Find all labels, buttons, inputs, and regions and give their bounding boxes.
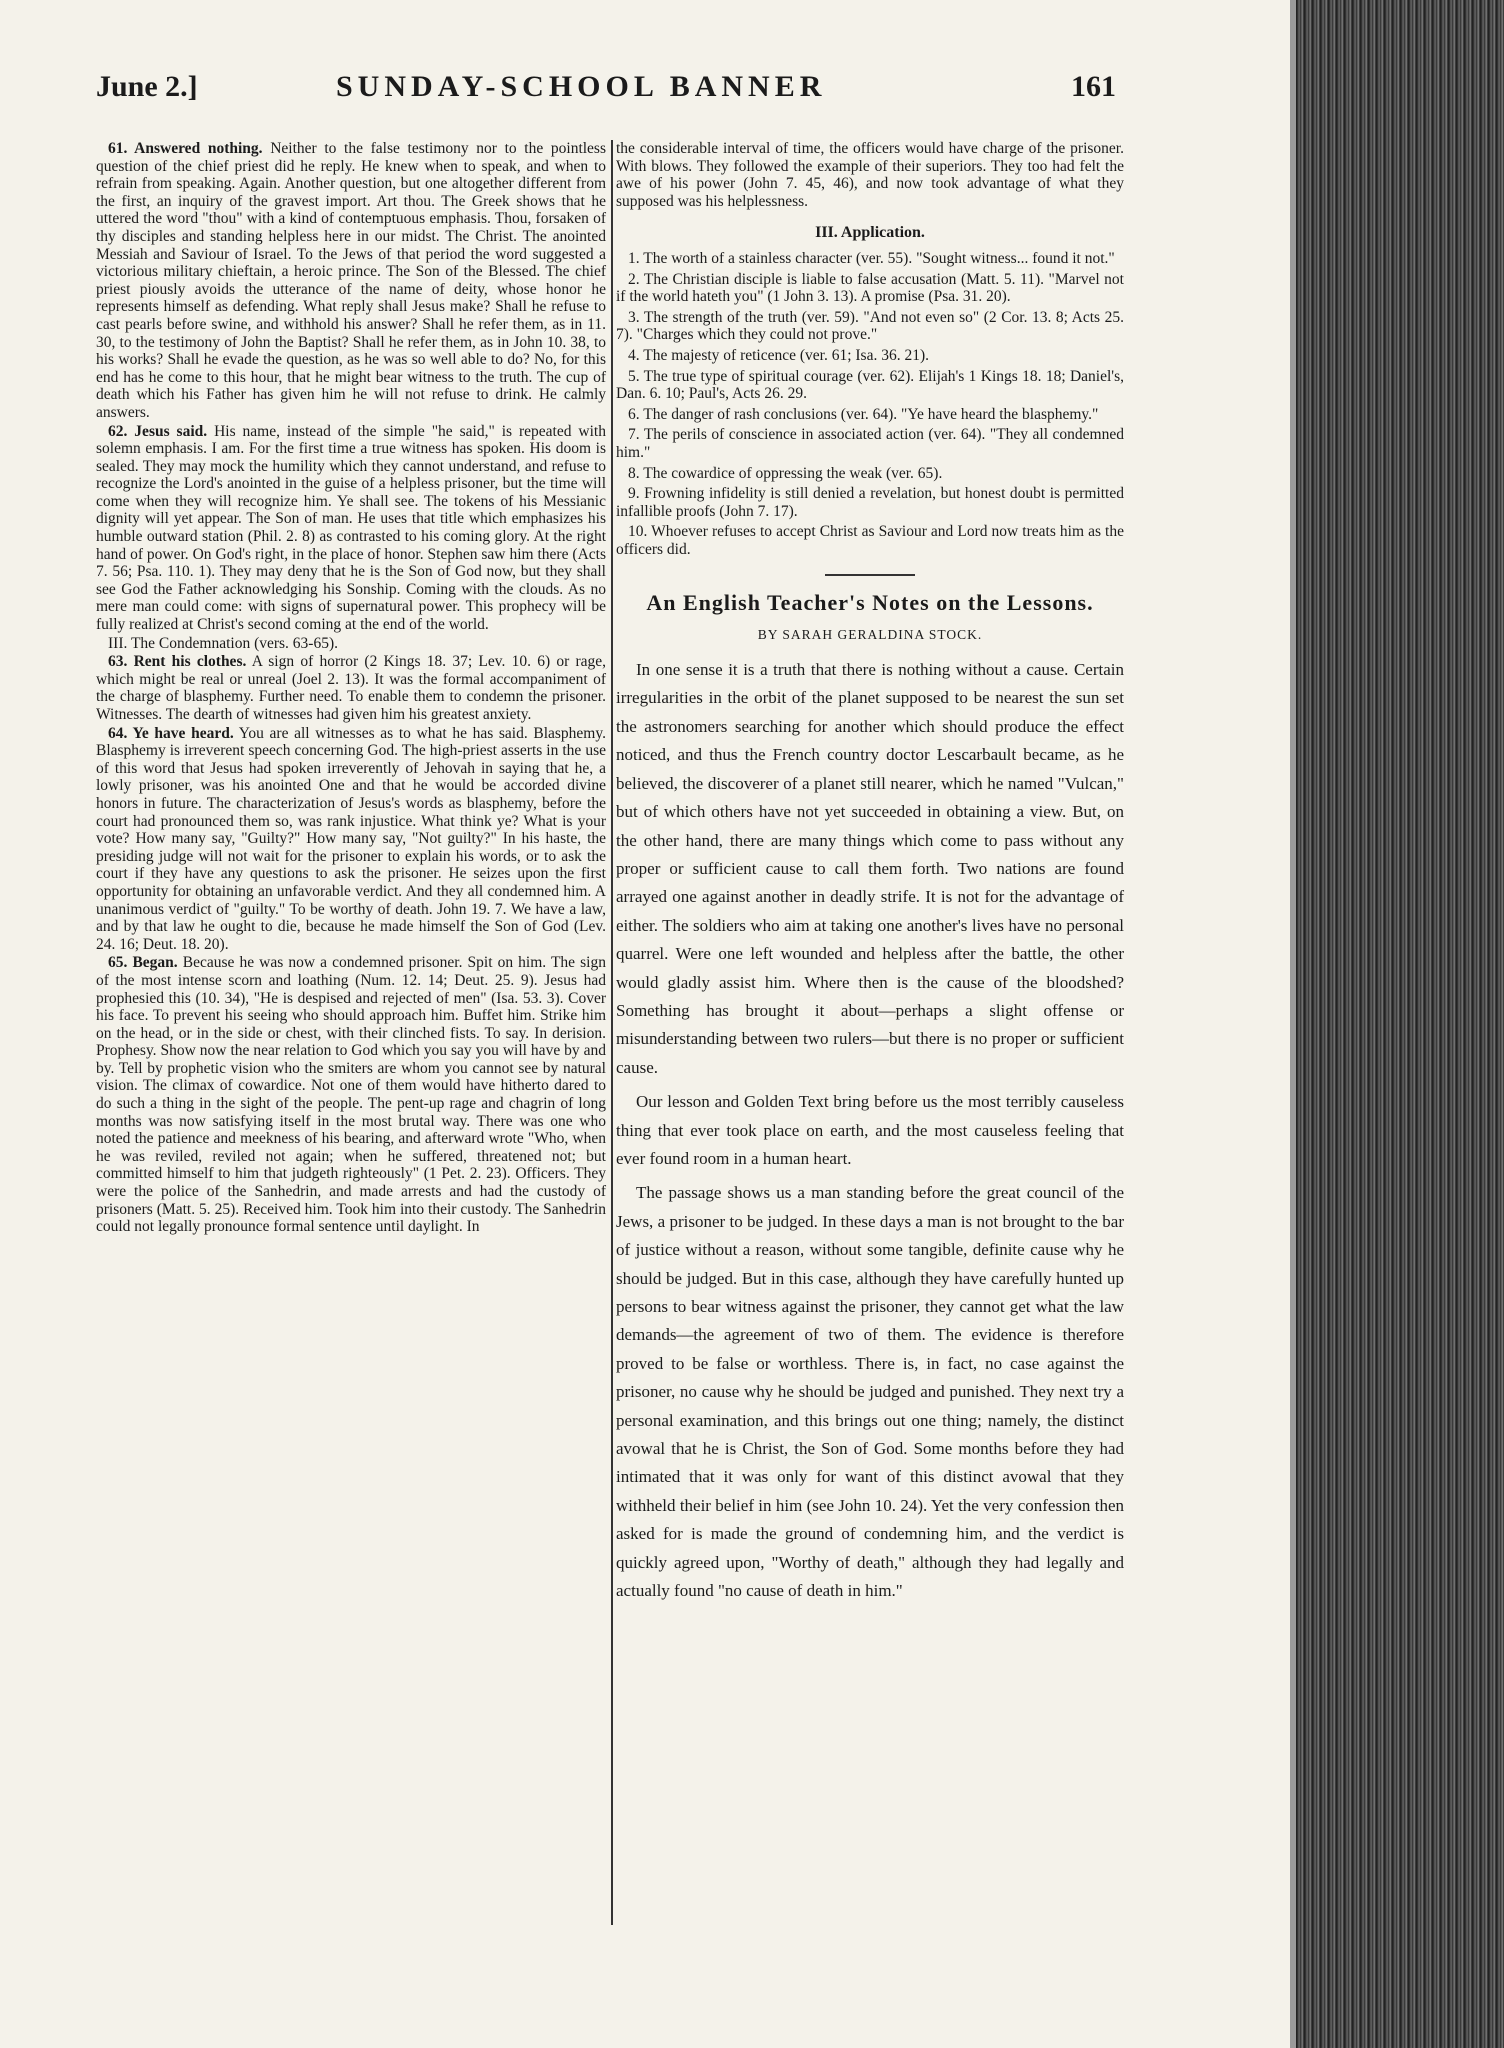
running-header: [96, 66, 1116, 118]
application-item: 7. The perils of conscience in associated action (ver. 64). "They all condemned him.": [616, 426, 1124, 461]
note-63: [96, 653, 606, 723]
application-item: 6. The danger of rash conclusions (ver. 64). "Ye have heard the blasphemy.": [628, 405, 1099, 423]
article-paragraph: Our lesson and Golden Text bring before us the most terribly causeless thing that ever took place on earth, and the most causeless feeling that ever found room in a human heart.: [616, 1092, 1124, 1168]
note-head: 65. Began.: [108, 954, 178, 972]
note-head: 62. Jesus said.: [108, 422, 208, 440]
article-title: An English Teacher's Notes on the Lessons.: [646, 590, 1094, 616]
note-head: 64. Ye have heard.: [108, 724, 234, 742]
application-heading: III. Application.: [815, 224, 925, 242]
note-text: You are all witnesses as to what he has said. Blasphemy. Blasphemy is irreverent speech concerning God. The high-priest asserts in the use of this word that Jesus had spoken irreverently of Jehovah in saying that he, a lowly prisoner, was his anointed One and that he would be accorded divine honors in future. The characterization of Jesus's words as blasphemy, before the court had pronounced them so, was rank injustice. What think ye? What is your vote? How many say, "Guilty?" How many say, "Not guilty?" In his haste, the presiding judge will not wait for the prisoner to explain his words, or to ask the court if they have any questions to ask the prisoner. He seizes upon the first opportunity for obtaining an unfavorable verdict. And they all condemned him. A unanimous verdict of "guilty." To be worthy of death. John 19. 7. We have a law, and by that law he ought to die, because he made himself the Son of God (Lev. 24. 16; Deut. 18. 20).: [96, 724, 606, 953]
header-page-number: 161: [1071, 70, 1116, 103]
note-head: 63. Rent his clothes.: [108, 653, 247, 671]
right-column: [616, 140, 1124, 1611]
note-text: Because he was now a condemned prisoner. Spit on him. The sign of the most intense scorn and loathing (Num. 12. 14; Deut. 25. 9). Jesus had prophesied this (10. 34), "He is despised and rejected of men" (Isa. 53. 3). Cover his face. To prevent his seeing who should approach him. Buffet him. Strike him on the head, or in the side or chest, with their clinched fists. To say. In derision. Prophesy. Show now the near relation to God which you say you will have by and by. Tell by prophetic vision who the smiters are whom you cannot see by natural vision. The climax of cowardice. Not one of them would have hitherto dared to do such a thing in the sight of the people. The pent-up rage and chagrin of long months was now satisfying itself in the most brutal way. There was one who noted the patience and meekness of his bearing, and afterward wrote "Who, when he was reviled, reviled not again; when he suffered, threatened not; but committed himself to him that judgeth righteously" (1 Pet. 2. 23). Officers. They were the police of the Sanhedrin, and made arrests and had the custody of prisoners (Matt. 5. 25). Received him. Took him into their custody. The Sanhedrin could not legally pronounce formal sentence until daylight. In: [96, 954, 606, 1236]
note-64: [96, 725, 606, 954]
application-item: 3. The strength of the truth (ver. 59). "And not even so" (2 Cor. 13. 8; Acts 25. 7). "Charges which they could not prove.": [616, 308, 1124, 344]
application-item: 2. The Christian disciple is liable to false accusation (Matt. 5. 11). "Marvel not if the world hateth you" (1 John 3. 13). A promise (Psa. 31. 20).: [616, 270, 1124, 306]
note-text: Neither to the false testimony nor to the pointless question of the chief priest did he reply. He knew when to speak, and when to refrain from speaking. Again. Another question, but one altogether different from the first, an inquiry of the gravest import. Art thou. The Greek shows that he uttered the word "thou" with a kind of contemptuous emphasis. Thou, forsaken of thy disciples and standing helpless here in our midst. The Christ. The anointed Messiah and Saviour of Israel. To the Jews of that period the word suggested a victorious military chieftain, a heroic prince. The Son of the Blessed. The chief priest piously avoids the utterance of the name of deity, whose honor he represents himself as defending. What reply shall Jesus make? Shall he refuse to cast pearls before swine, and withhold his answer? Shall he refer them, as in 11. 30, to the testimony of John the Baptist? Shall he refer them, as in John 10. 38, to his works? Shall he evade the question, as he was so well able to do? No, for this end has he come to this hour, that he might bear witness to the truth. The cup of death which his Father has given him he will not refuse to drink. He calmly answers.: [96, 140, 606, 421]
left-column: [96, 140, 606, 1237]
note-text: A sign of horror (2 Kings 18. 37; Lev. 10. 6) or rage, which might be real or unreal (Joel 2. 13). It was the formal accompaniment of the charge of blasphemy. Further need. To enable them to condemn the prisoner. Witnesses. The dearth of witnesses had given him his greatest anxiety.: [96, 653, 606, 723]
application-item: 8. The cowardice of oppressing the weak (ver. 65).: [628, 464, 943, 482]
section-condemnation: [96, 635, 606, 653]
application-item: 5. The true type of spiritual courage (ver. 62). Elijah's 1 Kings 18. 18; Daniel's, Dan. 6. 10; Paul's, Acts 26. 29.: [616, 367, 1124, 403]
article-paragraph: The passage shows us a man standing before the great council of the Jews, a prisoner to be judged. In these days a man is not brought to the bar of justice without a reason, without some tangible, definite cause why he should be judged. But in this case, although they have carefully hunted up persons to bear witness against the prisoner, they cannot get what the law demands—the agreement of two of them. The evidence is therefore proved to be false or worthless. There is, in fact, no case against the prisoner, no cause why he should be judged and punished. They next try a personal examination, and this brings out one thing; namely, the distinct avowal that he is Christ, the Son of God. Some months before they had intimated that it was only for want of this distinct avowal that they withheld their belief in him (see John 10. 24). Yet the very confession then asked for is made the ground of condemning him, and the verdict is quickly agreed upon, "Worthy of death," although they had legally and actually found "no cause of death in him.": [616, 1183, 1124, 1601]
article-body: [616, 656, 1124, 1605]
application-item: 1. The worth of a stainless character (ver. 55). "Sought witness... found it not.": [628, 249, 1115, 267]
application-item: 9. Frowning infidelity is still denied a revelation, but honest doubt is permitted infallible proofs (John 7. 17).: [616, 485, 1124, 520]
book-page-edges: [1290, 0, 1504, 2048]
note-text: His name, instead of the simple "he said," is repeated with solemn emphasis. I am. For the first time a true witness has spoken. His doom is sealed. They may mock the humility which they cannot understand, and refuse to recognize the Lord's anointed in the guise of a helpless prisoner, but the time will come when they will recognize him. Ye shall see. The tokens of his Messianic dignity will yet appear. The Son of man. He uses that title which emphasizes his humble outward station (Phil. 2. 8) as contrasted to his coming glory. At the right hand of power. On God's right, in the place of honor. Stephen saw him there (Acts 7. 56; Psa. 110. 1). They may deny that he is the Son of God now, but they shall see God the Father acknowledging his Sonship. Coming with the clouds. As no mere man could come: with signs of supernatural power. This prophecy will be fully realized at Christ's second coming at the end of the world.: [96, 422, 606, 634]
note-62: [96, 423, 606, 634]
note-head: 61. Answered nothing.: [108, 140, 263, 157]
application-item: 4. The majesty of reticence (ver. 61; Isa. 36. 21).: [628, 346, 930, 364]
article-paragraph: In one sense it is a truth that there is nothing without a cause. Certain irregularities in the orbit of the planet supposed to be nearest the sun set the astronomers searching for another which should produce the effect noticed, and thus the French country doctor Lescarbault became, as he believed, the discoverer of a planet still nearer, which he named "Vulcan," but of which others have not yet succeeded in obtaining a view. But, on the other hand, there are many things which come to pass without any proper or sufficient cause to call them forth. Two nations are found arrayed one against another in deadly strife. It is not for the advantage of either. The soldiers who aim at taking one another's lives have no personal quarrel. Were one left wounded and helpless after the battle, the other would gladly assist him. Where then is the cause of the bloodshed? Something has brought it about—perhaps a slight offense or misunderstanding between two rulers—but there is no proper or sufficient cause.: [616, 660, 1124, 1077]
column-rule: [611, 140, 613, 1925]
note-65: [96, 954, 606, 1236]
continuation-text: the considerable interval of time, the officers would have charge of the prisoner. With blows. They followed the example of their superiors. They too had felt the awe of his power (John 7. 45, 46), and now took advantage of what they supposed was his helplessness.: [616, 140, 1124, 210]
note-text: III. The Condemnation (vers. 63-65).: [108, 634, 339, 652]
application-item: 10. Whoever refuses to accept Christ as Saviour and Lord now treats him as the officers did.: [616, 523, 1124, 558]
header-title: SUNDAY-SCHOOL BANNER: [336, 70, 827, 103]
header-date: June 2.]: [96, 70, 198, 103]
section-separator: [825, 574, 915, 576]
note-61: [96, 140, 606, 422]
article-byline: BY SARAH GERALDINA STOCK.: [757, 627, 983, 643]
